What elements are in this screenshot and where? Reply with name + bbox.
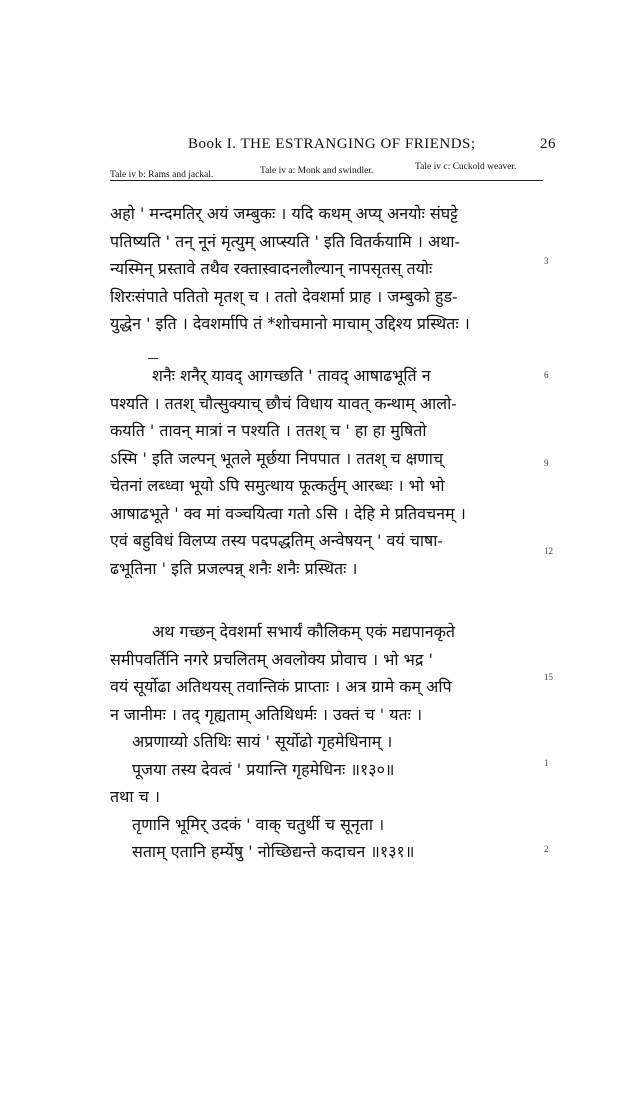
text-line: न जानीमः । तद् गृह्यताम् अतिथिधर्मः । उक्तं च ' यतः । xyxy=(110,704,423,724)
line-marker: 2 xyxy=(544,844,549,854)
verse-line: अप्रणाय्यो ऽतिथिः सायं ' सूर्योढो गृहमेधिनाम् । xyxy=(132,732,393,751)
line-marker: 1 xyxy=(544,758,549,768)
text-line: समीपवर्तिनि नगरे प्रचलितम् अवलोक्य प्रोवाच । भो भद्र ' xyxy=(110,649,433,669)
text-line: एवं बहुविधं विलप्य तस्य पदपद्धतिम् अन्वेषयन् ' वयं चाषा- xyxy=(110,531,443,550)
text-line: कयति ' तावन् मात्रां न पश्यति । ततश् च ' हा हा मुषितो xyxy=(110,421,427,440)
text-line: शिरःसंपाते पतितो मृतश् च । ततो देवशर्मा प्राह । जम्बुको हुड- xyxy=(110,286,458,306)
text-line: चेतनां लब्ध्वा भूयो ऽपि समुत्थाय फूत्कर्तुम् आरब्धः । भो भो xyxy=(110,476,445,495)
text-line: न्यस्मिन् प्रस्तावे तथैव रक्तास्वादनलौल्यान् नापसृतस् तयोः xyxy=(110,259,433,278)
subhead-right: Tale iv c: Cuckold weaver. xyxy=(415,162,517,172)
text-line: ऽस्मि ' इति जल्पन् भूतले मूर्छया निपपात । ततश् च क्षणाच् xyxy=(110,448,444,468)
paragraph-1 xyxy=(110,200,540,338)
line-marker: 15 xyxy=(544,672,553,682)
connector-line: तथा च । xyxy=(110,787,160,806)
header-rule xyxy=(110,180,543,181)
text-line: पतिष्यति ' तन् नूनं मृत्युम् आप्स्यति ' इति वितर्कयामि । अथा- xyxy=(110,231,460,251)
line-marker: 9 xyxy=(544,458,549,468)
section-divider xyxy=(148,358,158,359)
paragraph-2 xyxy=(110,362,540,582)
text-line: वयं सूर्योढा अतिथयस् तवान्तिकं प्राप्ताः । अत्र ग्रामे कम् अपि xyxy=(110,677,452,696)
text-line: अहो ' मन्दमतिर् अयं जम्बुकः । यदि कथम् अप्य् अनयोः संघट्टे xyxy=(110,204,458,223)
text-line: शनैः शनैर् यावद् आगच्छति ' तावद् आषाढभूतिं न xyxy=(152,366,431,385)
line-marker: 6 xyxy=(544,370,549,380)
running-title: Book I. THE ESTRANGING OF FRIENDS; xyxy=(188,136,476,152)
line-marker: 3 xyxy=(544,256,549,266)
text-line: अथ गच्छन् देवशर्मा सभार्यं कौलिकम् एकं मद्यपानकृते xyxy=(152,622,456,641)
tale-subheads xyxy=(110,162,550,182)
page-number: 26 xyxy=(540,136,556,152)
text-line: ढभूतिना ' इति प्रजल्पन्न् शनैः शनैः प्रस्थितः । xyxy=(110,558,358,578)
subhead-center: Tale iv a: Monk and swindler. xyxy=(260,166,374,176)
subhead-left: Tale iv b: Rams and jackal. xyxy=(110,170,214,180)
verse-line: सताम् एतानि हर्म्येषु ' नोच्छिद्यन्ते कदाचन ॥१३१॥ xyxy=(132,842,415,861)
paragraph-3 xyxy=(110,618,540,866)
verse-line: तृणानि भूमिर् उदकं ' वाक् चतुर्थी च सूनृता । xyxy=(132,814,385,834)
text-line: आषाढभूते ' क्व मां वञ्चयित्वा गतो ऽसि । देहि मे प्रतिवचनम् । xyxy=(110,503,466,523)
line-marker: 12 xyxy=(544,546,553,556)
text-line: युद्धेन ' इति । देवशर्मापि तं *शोचमानो माचाम् उद्दिश्य प्रस्थितः । xyxy=(110,314,470,333)
verse-line: पूजया तस्य देवत्वं ' प्रयान्ति गृहमेधिनः ॥१३०॥ xyxy=(132,759,395,779)
text-line: पश्यति । ततश् चौत्सुक्याच् छौचं विधाय यावत् कन्थाम् आलो- xyxy=(110,393,457,413)
